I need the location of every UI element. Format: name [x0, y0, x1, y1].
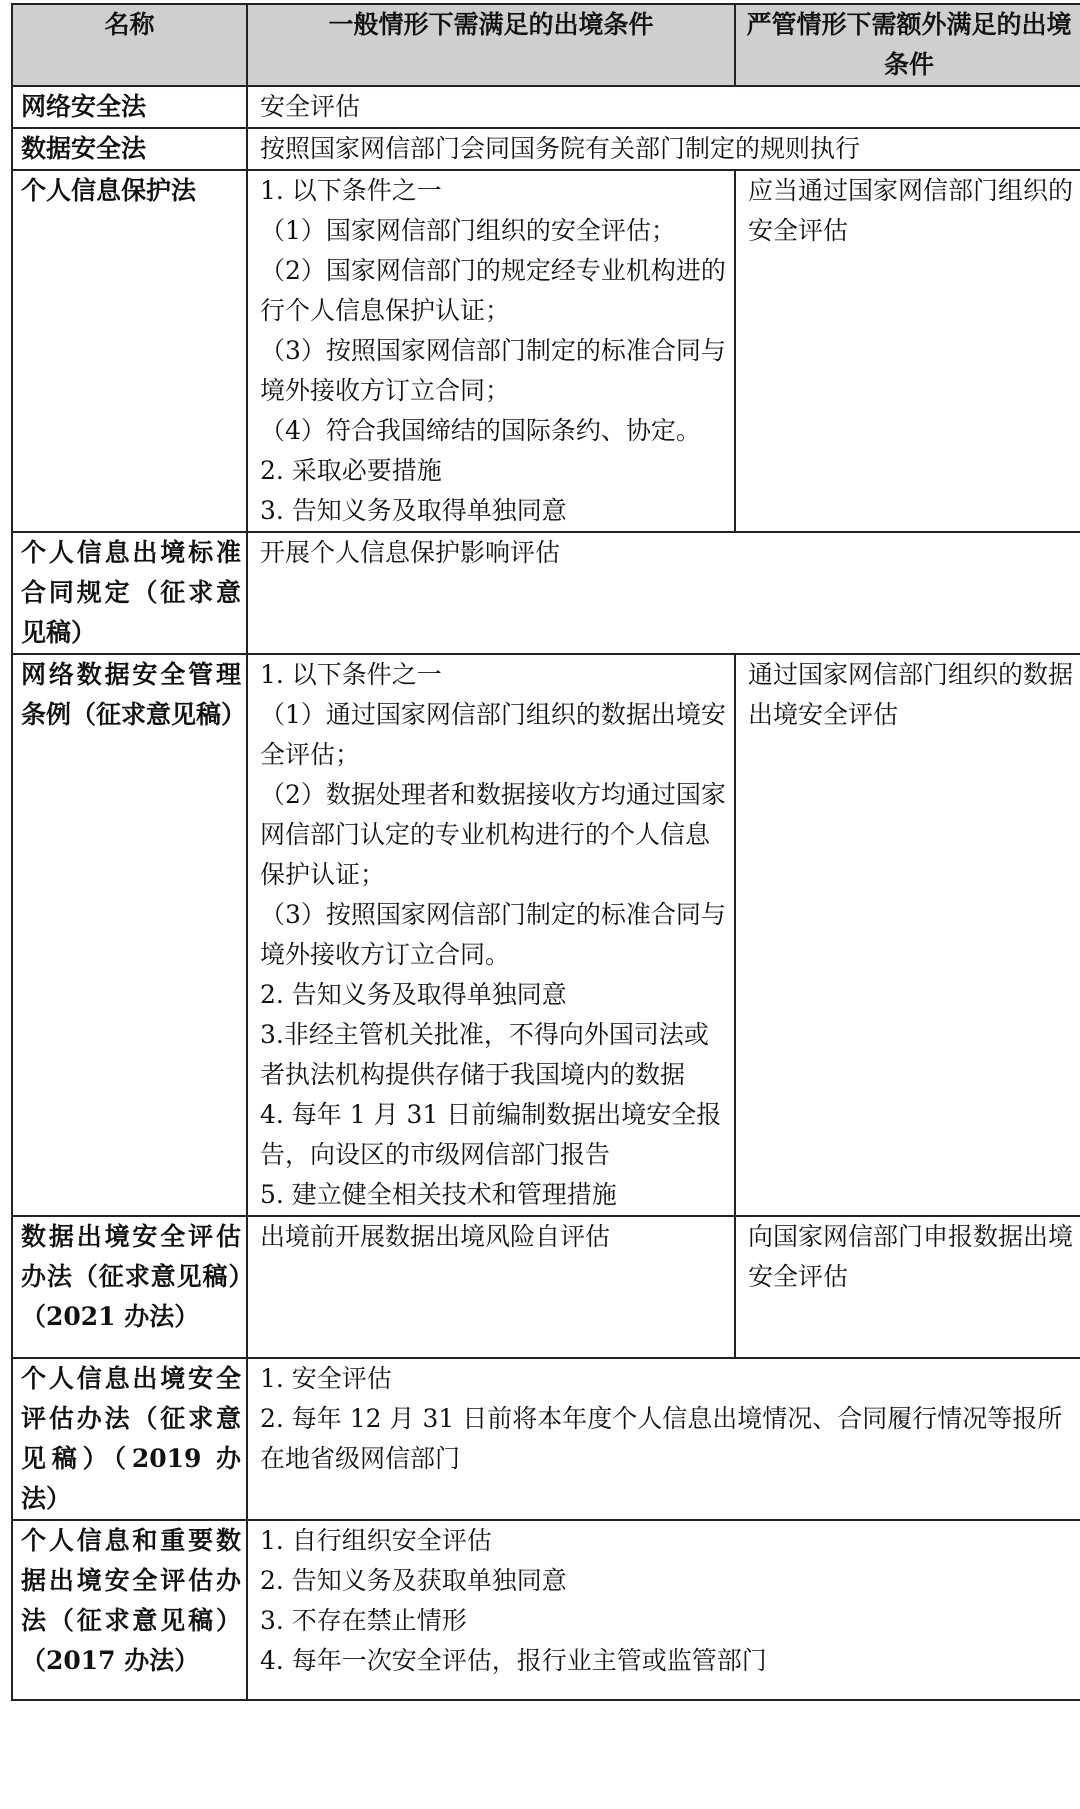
condition-item: 1. 安全评估	[260, 1364, 392, 1393]
law-name-cell: 网络安全法	[12, 86, 247, 128]
strict-conditions-cell	[735, 170, 1080, 532]
strict-condition-item: 应当通过国家网信部门组织的安全评估	[748, 176, 1074, 245]
condition-item: （3）按照国家网信部门制定的标准合同与境外接收方订立合同。	[260, 900, 726, 969]
table-row	[12, 654, 1080, 1216]
table-row	[12, 128, 1080, 170]
condition-item: 5. 建立健全相关技术和管理措施	[260, 1180, 617, 1209]
data-export-conditions-table	[11, 3, 1080, 1701]
table-row	[12, 532, 1080, 654]
condition-item: 1. 以下条件之一	[260, 660, 442, 689]
table-row	[12, 1358, 1080, 1520]
header-row	[12, 4, 1080, 86]
condition-item: 安全评估	[260, 92, 361, 121]
condition-item: （2）国家网信部门的规定经专业机构进的行个人信息保护认证；	[260, 256, 726, 325]
condition-item: 1. 自行组织安全评估	[260, 1526, 492, 1555]
law-name-cell: 网络数据安全管理条例（征求意见稿）	[12, 654, 247, 1216]
general-conditions-cell	[247, 128, 1080, 170]
general-conditions-cell	[247, 170, 735, 532]
general-conditions-cell	[247, 1216, 735, 1358]
table-row	[12, 170, 1080, 532]
law-name-cell: 个人信息出境安全评估办法（征求意见稿）（2019 办法）	[12, 1358, 247, 1520]
table-row	[12, 1216, 1080, 1358]
condition-item: 开展个人信息保护影响评估	[260, 538, 561, 567]
law-name-cell: 数据安全法	[12, 128, 247, 170]
strict-condition-item: 通过国家网信部门组织的数据出境安全评估	[748, 660, 1074, 729]
strict-condition-item: 向国家网信部门申报数据出境安全评估	[748, 1222, 1074, 1291]
condition-item: 按照国家网信部门会同国务院有关部门制定的规则执行	[260, 134, 861, 163]
general-conditions-cell	[247, 532, 1080, 654]
general-conditions-cell	[247, 654, 735, 1216]
condition-item: （4）符合我国缔结的国际条约、协定。	[260, 416, 701, 445]
condition-item: 4. 每年一次安全评估，报行业主管或监管部门	[260, 1646, 767, 1675]
condition-item: 出境前开展数据出境风险自评估	[260, 1222, 611, 1251]
strict-conditions-cell	[735, 654, 1080, 1216]
condition-item: 2. 告知义务及取得单独同意	[260, 980, 567, 1009]
table-row	[12, 1520, 1080, 1700]
condition-item: （1）国家网信部门组织的安全评估；	[260, 216, 676, 245]
condition-item: 3.非经主管机关批准，不得向外国司法或者执法机构提供存储于我国境内的数据	[260, 1020, 709, 1089]
general-conditions-cell	[247, 86, 1080, 128]
header-name: 名称	[12, 4, 247, 86]
table-row	[12, 86, 1080, 128]
law-name-cell: 个人信息出境标准合同规定（征求意见稿）	[12, 532, 247, 654]
condition-item: 2. 每年 12 月 31 日前将本年度个人信息出境情况、合同履行情况等报所在地省级网信部门	[260, 1404, 1063, 1473]
law-name-cell: 个人信息和重要数据出境安全评估办法（征求意见稿）（2017 办法）	[12, 1520, 247, 1700]
strict-conditions-cell	[735, 1216, 1080, 1358]
header-strict-conditions: 严管情形下需额外满足的出境条件	[735, 4, 1080, 86]
condition-item: （3）按照国家网信部门制定的标准合同与境外接收方订立合同；	[260, 336, 726, 405]
general-conditions-cell	[247, 1358, 1080, 1520]
condition-item: 2. 采取必要措施	[260, 456, 442, 485]
header-general-conditions: 一般情形下需满足的出境条件	[247, 4, 735, 86]
condition-item: 1. 以下条件之一	[260, 176, 442, 205]
condition-item: （1）通过国家网信部门组织的数据出境安全评估；	[260, 700, 726, 769]
law-name-cell: 个人信息保护法	[12, 170, 247, 532]
condition-item: 3. 不存在禁止情形	[260, 1606, 467, 1635]
condition-item: 2. 告知义务及获取单独同意	[260, 1566, 567, 1595]
law-name-cell: 数据出境安全评估办法（征求意见稿）（2021 办法）	[12, 1216, 247, 1358]
condition-item: 3. 告知义务及取得单独同意	[260, 496, 567, 525]
condition-item: 4. 每年 1 月 31 日前编制数据出境安全报告，向设区的市级网信部门报告	[260, 1100, 722, 1169]
general-conditions-cell	[247, 1520, 1080, 1700]
condition-item: （2）数据处理者和数据接收方均通过国家网信部门认定的专业机构进行的个人信息保护认证；	[260, 780, 726, 889]
